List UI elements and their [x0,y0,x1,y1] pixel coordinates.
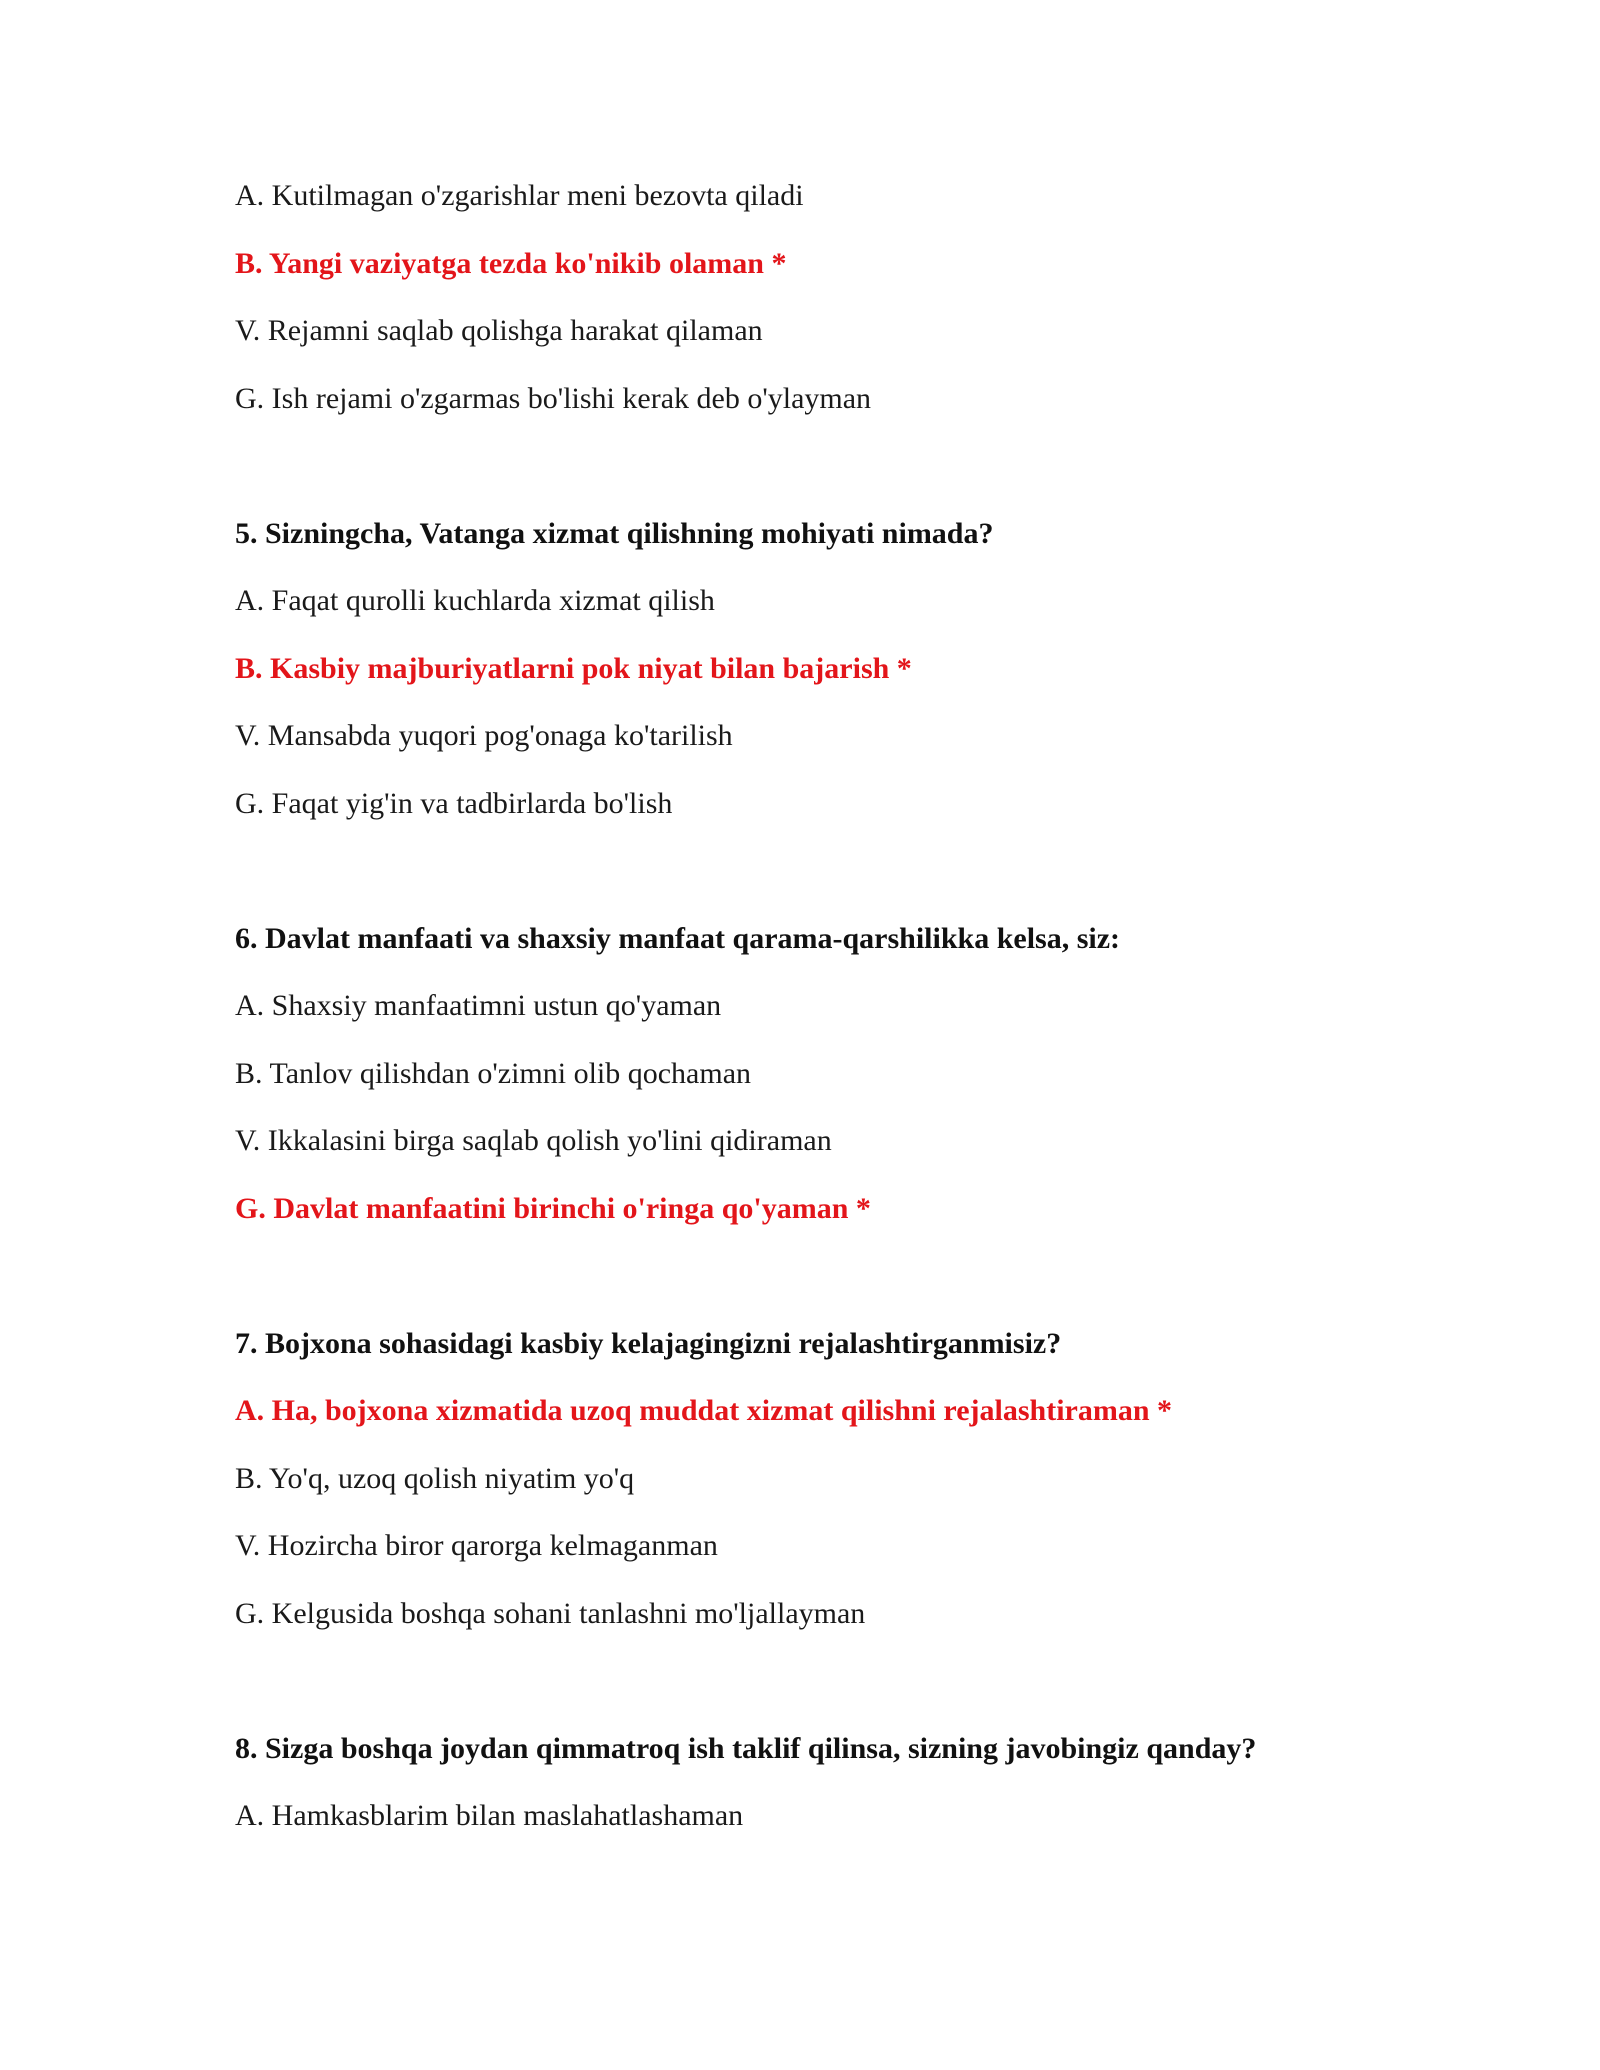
answer-option: V. Mansabda yuqori pog'onaga ko'tarilish [235,719,733,752]
answer-option: G. Faqat yig'in va tadbirlarda bo'lish [235,786,673,820]
answer-option: A. Shaxsiy manfaatimni ustun qo'yaman [235,989,722,1022]
question-block-7 [235,1324,1435,1634]
answer-option: G. Ish rejami o'zgarmas bo'lishi kerak deb o'ylayman [235,381,872,415]
answer-option-correct: G. Davlat manfaatini birinchi o'ringa qo'yaman * [235,1191,871,1225]
question-block-6 [235,919,1435,1229]
question-4-options [235,176,1435,419]
answer-option: A. Faqat qurolli kuchlarda xizmat qilish [235,584,715,617]
question-block-5 [235,514,1435,824]
answer-option: V. Ikkalasini birga saqlab qolish yo'lini qidiraman [235,1124,832,1157]
answer-option-correct: B. Kasbiy majburiyatlarni pok niyat bilan bajarish * [235,651,912,685]
section-gap [235,1256,1435,1324]
answer-option: A. Kutilmagan o'zgarishlar meni bezovta qiladi [235,179,804,212]
section-gap [235,1661,1435,1729]
question-title: 7. Bojxona sohasidagi kasbiy kelajagingizni rejalashtirganmisiz? [235,1326,1062,1360]
answer-option: A. Hamkasblarim bilan maslahatlashaman [235,1799,744,1832]
section-gap [235,851,1435,919]
answer-option: V. Rejamni saqlab qolishga harakat qilaman [235,314,763,347]
question-title: 5. Sizningcha, Vatanga xizmat qilishning mohiyati nimada? [235,516,994,550]
section-gap [235,446,1435,514]
question-title: 8. Sizga boshqa joydan qimmatroq ish taklif qilinsa, sizning javobingiz qanday? [235,1731,1257,1765]
answer-option: B. Tanlov qilishdan o'zimni olib qochaman [235,1056,752,1090]
answer-option: G. Kelgusida boshqa sohani tanlashni mo'ljallayman [235,1596,866,1630]
answer-option: B. Yo'q, uzoq qolish niyatim yo'q [235,1461,635,1495]
question-title: 6. Davlat manfaati va shaxsiy manfaat qarama-qarshilikka kelsa, siz: [235,921,1121,955]
answer-option-correct: A. Ha, bojxona xizmatida uzoq muddat xizmat qilishni rejalashtiraman * [235,1394,1173,1427]
answer-option-correct: B. Yangi vaziyatga tezda ko'nikib olaman * [235,246,787,280]
answer-option: V. Hozircha biror qarorga kelmaganman [235,1529,718,1562]
question-block-8 [235,1729,1435,1837]
questionnaire-content [235,176,1435,1864]
